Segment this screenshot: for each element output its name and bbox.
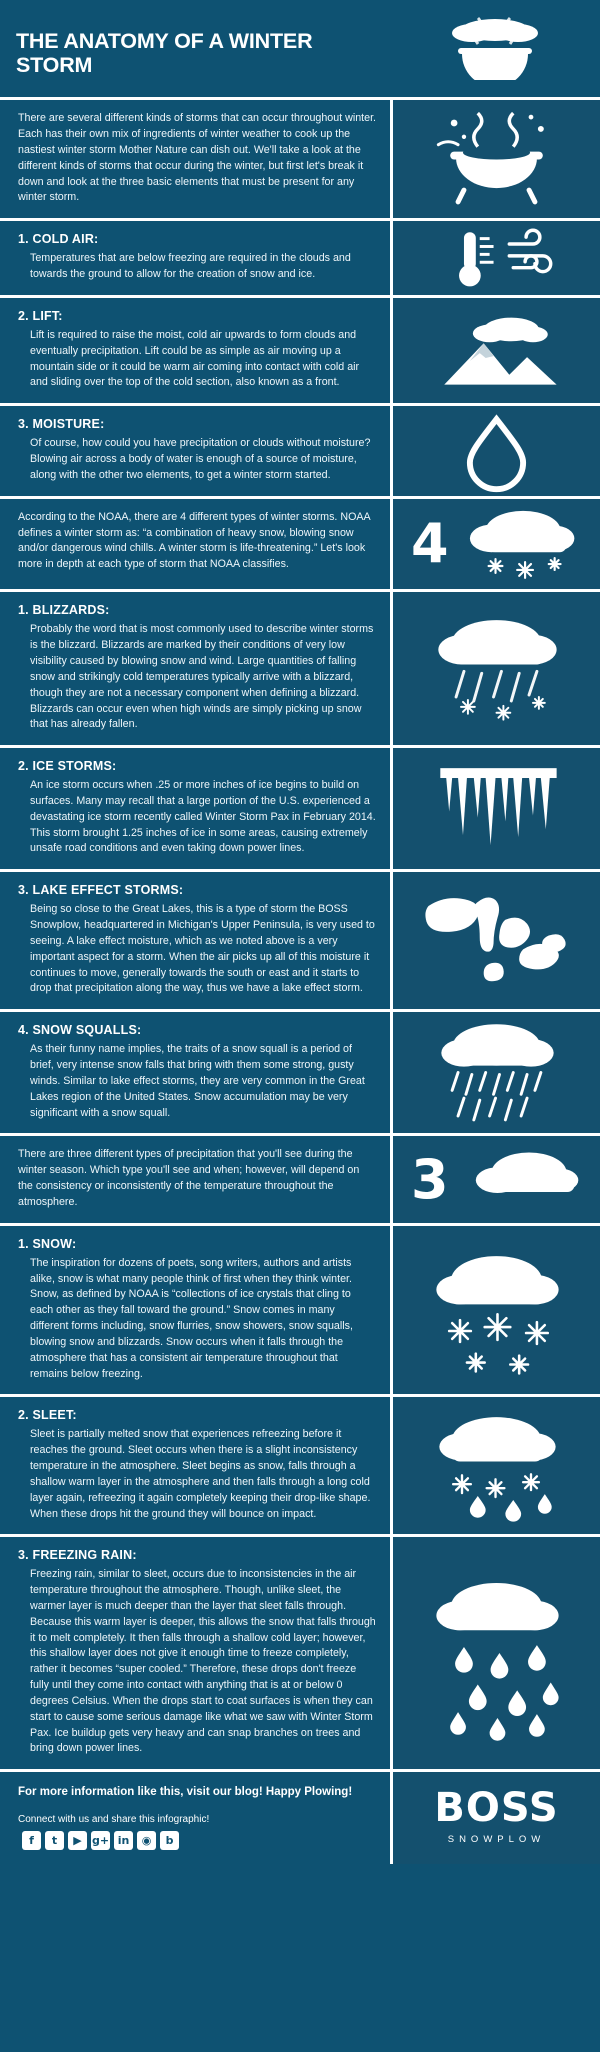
brand-name: BOSS [434, 1784, 559, 1831]
precip-row-freezing-rain [0, 1534, 600, 1769]
precip-intro-text: There are three different types of precipitation that you'll see during the winter season. Which type you'll see and when; however, will depend on the consistency or inconsistently of the temperature throughout the atmosphere. [18, 1148, 360, 1208]
precip-intro-row [0, 1133, 600, 1222]
precip-row-snow [0, 1223, 600, 1395]
section-title-sleet: 2. SLEET: [18, 1408, 77, 1423]
section-text-lake-effect: Being so close to the Great Lakes, this is a type of storm the BOSS Snowplow, headquartered in Michigan's Upper Peninsula, is very used to seeing. A lake effect moisture, which as we noted above is a very important aspect for a storm. When the air picks up all of this moisture it continues to move, generally towards the south or east and it starts to drop that precipitation along the way, thus we have a lake effect storm. [30, 903, 375, 995]
googleplus-icon[interactable]: g+ [91, 1831, 110, 1850]
section-text-cold-air: Temperatures that are below freezing are required in the clouds and towards the ground to allow for the creation of snow and ice. [30, 252, 351, 281]
noaa-number: 4 [411, 512, 449, 576]
section-text-moisture: Of course, how could you have precipitation or clouds without moisture? Blowing air across a body of water is enough of a source of moisture, along with the other two elements, to get a winter storm started. [30, 437, 371, 481]
storm-row-snow-squalls [0, 1009, 600, 1133]
element-text-block [0, 406, 390, 495]
section-text-ice-storms: An ice storm occurs when .25 or more inches of ice begins to build on surfaces. Many may recall that a large portion of the U.S. experienced a devastating ice storm recently called Winter Storm Pax in February 2014. This storm brought 1.25 inches of ice in some areas, causing extremely unsafe road conditions and even taking down power lines. [30, 779, 376, 855]
section-title-cold-air: 1. COLD AIR: [18, 232, 99, 247]
precip-number: 3 [411, 1147, 449, 1211]
storm-row-ice-storms [0, 745, 600, 869]
section-title-moisture: 3. MOISTURE: [18, 417, 105, 432]
storm-text-block [0, 592, 390, 745]
storm-row-blizzards [0, 589, 600, 745]
freezing-rain-cloud-icon [390, 1537, 600, 1769]
section-text-sleet: Sleet is partially melted snow that experiences refreezing before it reaches the ground. Sleet occurs when there is a slight inconsistency temperature in the atmosphere. Sleet begins as snow, falls through a shallow warm layer in the atmosphere and then falls through a long cold layer again, refreezing it again completely keeping their drop-like shape. When these drops hit the ground they will bounce on impact. [30, 1428, 371, 1520]
footer [0, 1769, 600, 1864]
section-text-lift: Lift is required to raise the moist, cold air upwards to form clouds and eventually precipitation. Lift could be as simple as air moving up a mountain side or it could be warm air coming into contact with cold air and sliding over the top of the cold section, also known as a front. [30, 328, 360, 389]
element-row-cold-air [0, 218, 600, 295]
page-title: THE ANATOMY OF A WINTER STORM [16, 29, 313, 77]
noaa-text-block [0, 499, 390, 590]
precip-row-sleet [0, 1394, 600, 1534]
storm-text-block [0, 872, 390, 1009]
section-text-freezing-rain: Freezing rain, similar to sleet, occurs due to inconsistencies in the air temperature throughout the atmosphere. Though, unlike sleet, the warmer layer is much deeper than the layer that sleet falls through. Because this warm layer is deeper, this allows the snow that falls through it to melt completely. It then falls through a shallow cold layer; however, this shallow layer does not give it enough time to freeze completely, rather it becomes “super cooled.” Therefore, these drops don't freeze fully until they come into contact with anything that is at or below 0 degrees Celsius. When the drops start to coat surfaces is when they can start to cause some serious damage like what we saw with Winter Storm Pax. Ice buildup gets very heavy and can snap branches on trees and bring down power lines. [30, 1568, 376, 1755]
thermometer-wind-icon [390, 221, 600, 295]
youtube-icon[interactable]: ▶ [68, 1831, 87, 1850]
intro-text-block [0, 100, 390, 218]
snowflakes-cloud-icon [390, 1226, 600, 1395]
header [0, 0, 600, 97]
cauldron-icon [390, 100, 600, 218]
storm-text-block [0, 748, 390, 869]
brand-logo [390, 1772, 600, 1864]
element-text-block [0, 298, 390, 403]
facebook-icon[interactable]: f [22, 1831, 41, 1850]
section-text-blizzards: Probably the word that is most commonly used to describe winter storms is the blizzard. Blizzards are marked by their conditions of very low visibility caused by blowing snow and wind. Large quantities of falling snow and strikingly cold temperatures typically arrive with a blizzard, though they are not a necessary component when defining a blizzard. Blizzards can occur even when high winds are simply picking up snow that has already fallen. [30, 623, 374, 731]
storm-row-lake-effect [0, 869, 600, 1009]
footer-connect [18, 1814, 376, 1850]
section-title-lift: 2. LIFT: [18, 308, 63, 323]
precip-text-block [0, 1537, 390, 1769]
great-lakes-map-icon [390, 872, 600, 1009]
section-text-snow: The inspiration for dozens of poets, song writers, authors and artists alike, snow is what many people think of first when they think winter. Snow, as defined by NOAA is “collections of ice crystals that cling to each other as they fall toward the ground.” Snow comes in many different forms including, snow flurries, snow showers, snow squalls, blowing snow and blizzards. Snow occurs when it falls through the atmosphere that has a consistent air temperature throughout that remains below freezing. [30, 1256, 353, 1380]
precip-intro-text-block [0, 1136, 390, 1222]
precip-text-block [0, 1226, 390, 1395]
section-title-lake-effect: 3. LAKE EFFECT STORMS: [18, 883, 184, 898]
noaa-row [0, 496, 600, 590]
cloud-snow-icon [390, 499, 600, 590]
footer-cta: For more information like this, visit our blog! Happy Plowing! [18, 1786, 353, 1799]
element-row-lift [0, 295, 600, 403]
icicles-icon [390, 748, 600, 869]
blogger-icon[interactable]: b [160, 1831, 179, 1850]
social-links[interactable] [22, 1831, 179, 1850]
snow-squall-icon [390, 1012, 600, 1133]
mountain-cloud-icon [390, 298, 600, 403]
footer-left [0, 1772, 390, 1864]
intro-row [0, 97, 600, 218]
cauldron-snow-icon [390, 14, 600, 87]
section-text-snow-squalls: As their funny name implies, the traits of a snow squall is a period of brief, very intense snow falls that bring with them some strong, gusty winds. Similar to lake effect storms, they are very common in the Great Lakes region of the United States. Snow accumulation may be very significant with a snow squall. [30, 1043, 365, 1119]
section-title-blizzards: 1. BLIZZARDS: [18, 603, 110, 618]
sleet-cloud-icon [390, 1397, 600, 1534]
footer-connect-label: Connect with us and share this infographic! [18, 1814, 210, 1826]
water-drop-icon [390, 406, 600, 495]
storm-text-block [0, 1012, 390, 1133]
section-title-freezing-rain: 3. FREEZING RAIN: [18, 1548, 137, 1563]
linkedin-icon[interactable]: in [114, 1831, 133, 1850]
instagram-icon[interactable]: ◉ [137, 1831, 156, 1850]
twitter-icon[interactable]: t [45, 1831, 64, 1850]
blizzard-cloud-icon [390, 592, 600, 745]
brand-tagline: SNOWPLOW [447, 1833, 546, 1845]
intro-text: There are several different kinds of storms that can occur throughout winter. Each has their own mix of ingredients of winter weather to cook up the nastiest winter storm Mother Nature can dish out. We'll take a look at the different kinds of storms that occur during the winter, but first let's break it down and look at the three basic elements that must be present for any winter storm. [18, 112, 377, 204]
section-title-snow-squalls: 4. SNOW SQUALLS: [18, 1023, 142, 1038]
precip-text-block [0, 1397, 390, 1534]
cloud-icon [390, 1136, 600, 1222]
section-title-ice-storms: 2. ICE STORMS: [18, 759, 117, 774]
noaa-text: According to the NOAA, there are 4 different types of winter storms. NOAA defines a winter storm as: “a combination of heavy snow, blowing snow and/or dangerous wind chills. A winter storm is life-threatening.” Let's look more in depth at each type of storm that NOAA classifies. [18, 510, 371, 571]
element-text-block [0, 221, 390, 295]
element-row-moisture [0, 403, 600, 495]
section-title-snow: 1. SNOW: [18, 1236, 77, 1251]
